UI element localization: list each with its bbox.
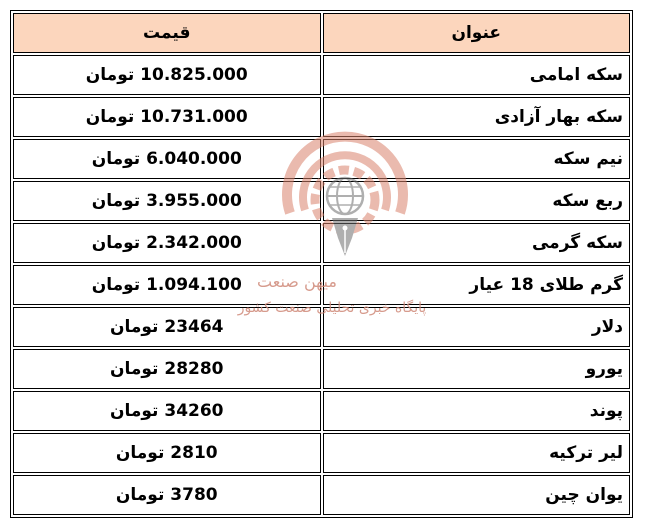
row-title: یوان چین [323, 475, 631, 515]
row-title: دلار [323, 307, 631, 347]
table-row [13, 433, 630, 473]
watermark-name: میهن صنعت [257, 272, 337, 291]
row-price: 10.825.000 تومان [13, 55, 321, 95]
row-price: 3780 تومان [13, 475, 321, 515]
table-row [13, 223, 630, 263]
row-price: 23464 تومان [13, 307, 321, 347]
table-header-row [13, 13, 630, 53]
header-price: قیمت [13, 13, 321, 53]
table-row [13, 307, 630, 347]
row-price: 1.094.100 تومان [13, 265, 321, 305]
row-price: 2.342.000 تومان [13, 223, 321, 263]
row-title: سکه گرمی [323, 223, 631, 263]
table-row [13, 265, 630, 305]
row-price: 6.040.000 تومان [13, 139, 321, 179]
row-title: سکه امامی [323, 55, 631, 95]
table-row [13, 349, 630, 389]
row-price: 34260 تومان [13, 391, 321, 431]
table-row [13, 97, 630, 137]
row-price: 3.955.000 تومان [13, 181, 321, 221]
row-price: 10.731.000 تومان [13, 97, 321, 137]
row-title: یورو [323, 349, 631, 389]
table-row [13, 475, 630, 515]
table-row [13, 391, 630, 431]
table-row [13, 55, 630, 95]
row-title: لیر ترکیه [323, 433, 631, 473]
header-title: عنوان [323, 13, 631, 53]
row-price: 2810 تومان [13, 433, 321, 473]
row-title: ربع سکه [323, 181, 631, 221]
watermark-tagline: پایگاه خبری تحلیلی صنعت کشور [237, 300, 427, 316]
row-price: 28280 تومان [13, 349, 321, 389]
row-title: نیم سکه [323, 139, 631, 179]
row-title: سکه بهار آزادی [323, 97, 631, 137]
table-row [13, 139, 630, 179]
price-table-container [10, 10, 633, 505]
table-row [13, 181, 630, 221]
price-table [10, 10, 633, 518]
row-title: پوند [323, 391, 631, 431]
row-title: گرم طلای 18 عیار [323, 265, 631, 305]
